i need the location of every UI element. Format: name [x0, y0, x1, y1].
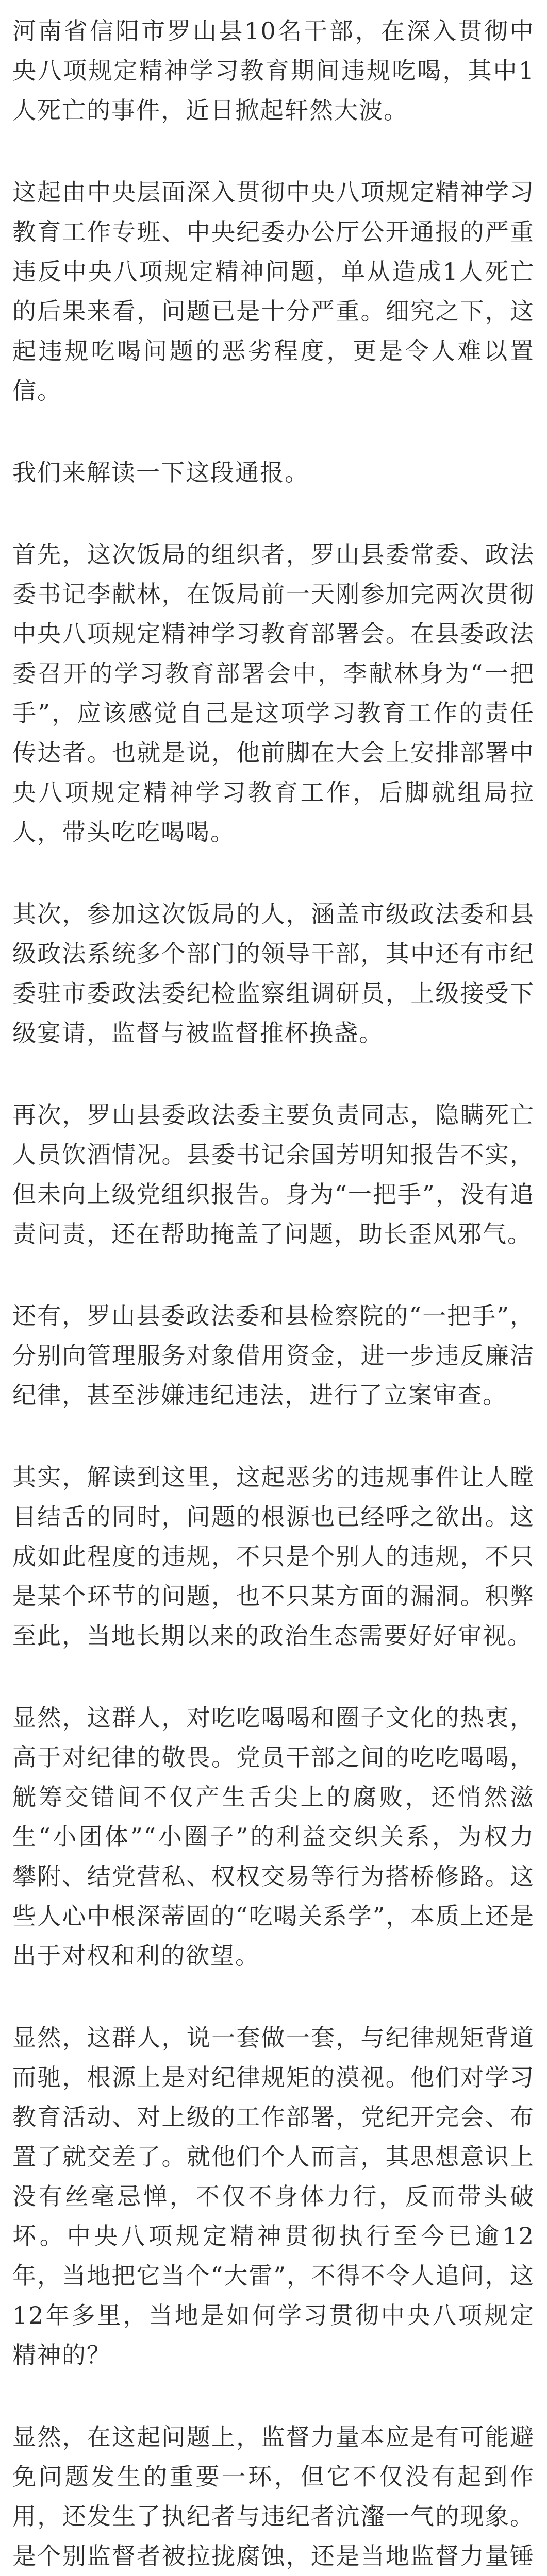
paragraph-background: 这起由中央层面深入贯彻中央八项规定精神学习教育工作专班、中央纪委办公厅公开通报的严重违反中央八项规定精神问题，单从造成1人死亡的后果来看，问题已是十分严重。细究之下，这起违规吃喝问题的恶劣程度，更是令人难以置信。 [12, 178, 535, 404]
paragraph-third-point: 再次，罗山县委政法委主要负责同志，隐瞒死亡人员饮酒情况。县委书记余国芳明知报告不实，但未向上级党组织报告。身为“一把手”，没有追责问责，还在帮助掩盖了问题，助长歪风邪气。 [12, 1101, 535, 1248]
paragraph-dining-culture: 显然，这群人，对吃吃喝喝和圈子文化的热衷，高于对纪律的敬畏。党员干部之间的吃吃喝喝，觥筹交错间不仅产生舌尖上的腐败，还悄然滋生“小团体”“小圈子”的利益交织关系，为权力攀附、结党营私、权权交易等行为搭桥修路。这些人心中根深蒂固的“吃喝关系学”，本质上还是出于对权和利的欲望。 [12, 1704, 535, 1970]
paragraph-disregard-rules: 显然，这群人，说一套做一套，与纪律规矩背道而驰，根源上是对纪律规矩的漠视。他们对学习教育活动、对上级的工作部署，党纪开完会、布置了就交差了。就他们个人而言，其思想意识上没有丝毫忌惮，不仅不身体力行，反而带头破坏。中央八项规定精神贯彻执行至今已逾12年，当地把它当个“大雷”，不得不令人追问，这12年多里，当地是如何学习贯彻中央八项规定精神的？ [12, 2024, 535, 2369]
paragraph-analysis: 其实，解读到这里，这起恶劣的违规事件让人瞠目结舌的同时，问题的根源也已经呼之欲出。这成如此程度的违规，不只是个别人的违规，不只是某个环节的问题，也不只某方面的漏洞。积弊至此，当地长期以来的政治生态需要好好审视。 [12, 1463, 535, 1650]
paragraph-second-point: 其次，参加这次饭局的人，涵盖市级政法委和县级政法系统多个部门的领导干部，其中还有市纪委驻市委政法委纪检监察组调研员，上级接受下级宴请，监督与被监督推杯换盏。 [12, 900, 535, 1047]
paragraph-first-point: 首先，这次饭局的组织者，罗山县委常委、政法委书记李献林，在饭局前一天刚参加完两次贯彻中央八项规定精神学习教育部署会。在县委政法委召开的学习教育部署会中，李献林身为“一把手”，应该感觉自己是这项学习教育工作的责任传达者。也就是说，他前脚在大会上安排部署中央八项规定精神学习教育工作，后脚就组局拉人，带头吃吃喝喝。 [12, 540, 535, 846]
paragraph-intro: 我们来解读一下这段通报。 [12, 459, 309, 486]
paragraph-lead: 河南省信阳市罗山县10名干部，在深入贯彻中央八项规定精神学习教育期间违规吃喝，其中1人死亡的事件，近日掀起轩然大波。 [12, 17, 535, 124]
paragraph-supervision: 显然，在这起问题上，监督力量本应是有可能避免问题发生的重要一环，但它不仅没有起到作用，还发生了执纪者与违纪者沆瀣一气的现象。是个别监督者被拉拢腐蚀，还是当地监督力量锤 [12, 2423, 535, 2570]
paragraph-fourth-point: 还有，罗山县委政法委和县检察院的“一把手”，分别向管理服务对象借用资金，进一步违反廉洁纪律，甚至涉嫌违纪违法，进行了立案审查。 [12, 1302, 535, 1409]
